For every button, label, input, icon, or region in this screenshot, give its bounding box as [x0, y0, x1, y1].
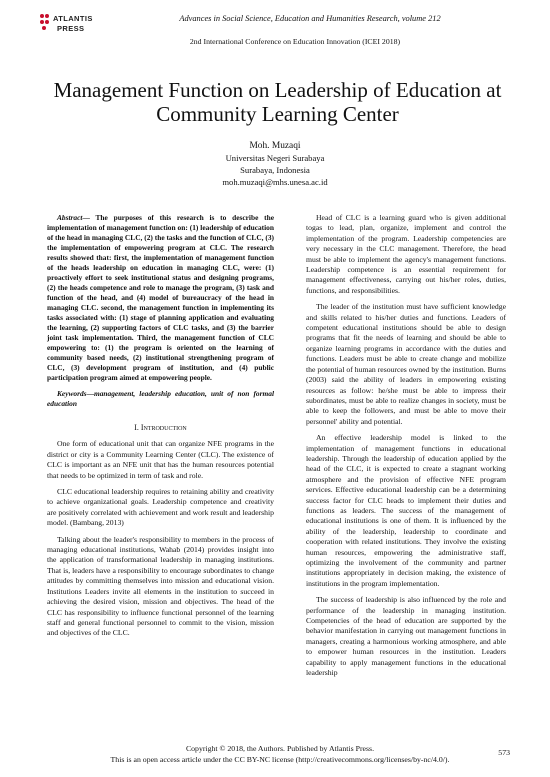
journal-title: Advances in Social Science, Education and Humanities Research, volume 212 — [179, 14, 441, 23]
body-paragraph: CLC educational leadership requires to retaining ability and creativity to achieve organizational goals. Leadership competence and creativity are positively correlated with achievement and work result and leadership model. (Bambang, 2013) — [47, 487, 274, 528]
publisher-logo — [40, 12, 93, 34]
copyright-line: Copyright © 2018, the Authors. Published by Atlantis Press. — [185, 744, 375, 753]
publisher-name-line1: ATLANTIS — [53, 14, 93, 23]
body-paragraph: Talking about the leader's responsibility to members in the process of managing educational institutions, Wahab (2014) provides insight into the application of transformational leadership in managing institutions. That is, leaders have a responsibility to encourage subordinates to change attitudes by committing themselves into mission and educational vision. Institutions Leaders invite all elements in the institution to succeed in achieving the desired vision, mission and objectives. The head of the CLC has responsibility to influence functional personnel of the learning staff and general functional personnel to commit to the vision, mission and objectives of the CLC. — [47, 534, 274, 638]
section-heading-introduction — [47, 423, 274, 433]
publisher-name-line2: PRESS — [57, 24, 85, 33]
author-city: Surabaya, Indonesia — [240, 165, 310, 175]
conference-name: 2nd International Conference on Education Innovation (ICEI 2018) — [189, 37, 401, 46]
license-line: This is an open access article under the CC BY-NC license (http://creativecommons.org/licenses/by-nc/4.0/). — [110, 755, 450, 764]
keywords — [47, 389, 274, 409]
page-footer — [60, 743, 500, 765]
page-number: 573 — [498, 748, 510, 757]
author-email: moh.muzaqi@mhs.unesa.ac.id — [222, 177, 328, 187]
left-column — [47, 213, 274, 645]
keywords-text: —management, leadership education, unit of non formal education — [47, 389, 274, 408]
abstract — [47, 213, 274, 383]
abstract-text: — The purposes of this research is to describe the implementation of management function on: (1) leadership of education of the head in managing CLC, (2) the tasks and the function of CLC, (3) the implementation of empowering program at CLC. The research results showed that: first, the implementation of management function of the heads leadership on education in managing CLC, were: (1) proactively effort to seek institutional status and designing programs, (2) the heads competence and role to manage the program, (3) task and function of the head, and (4) model of bureaucracy of the head in managing CLC. second, the management function in implementing its tasks associated with: (1) stage of planning application and evaluating the learning, (2) supporting factors of CLC tasks, and (3) the barrier joint task implementation. Third, the management function of CLC empowering to: (1) the program is oriented on the learning of community based needs, (2) institutional strengthening program of CLC, (3) development program of institution, and (4) public participation program aimed at empowering people. — [47, 213, 274, 382]
page-header — [0, 0, 550, 60]
body-paragraph: An effective leadership model is linked to the implementation of management functions in educational leadership. Through the leadership of education applied by the head of the CLC, it is expected to create a stagnant working atmosphere and the provision of effective NFE program services. Effective educational leadership can be a determining success factor for CLC heads to implement their duties and functions as leaders. The success of the management of educational institutions is one of them. It is influenced by the ability of the leadership, leadership to coordinate and cooperation with related institutions. They involve the existing human resources, empowering the administrative staff, optimizing the involvement of the community and partner institutions appropriately in decision making, the existence of institutions in the program implementation. — [306, 433, 506, 588]
logo-dots-icon — [40, 14, 50, 32]
body-paragraph: One form of educational unit that can organize NFE programs in the district or city is a Community Learning Center (CLC). The existence of CLC is important as an NFE unit that has the human resources potential that needs to be optimized in term of task and role. — [47, 439, 274, 480]
body-paragraph: The leader of the institution must have sufficient knowledge and skills related to his/her duties and functions. Leaders of competent educational institutions should be able to design programs that fit the needs of learning and should be able to organize learning programs in accordance with the duties and functions. Leaders must be able to create change and mobilize the potential of human resources owned by the institution. Burns (2003) said the ability of leaders in empowering existing resources as follow: he/she must be able to impress their subordinates, must be able to realize changes in society, must be able to keep the followers, and must be able to move their personnel' ability and potential. — [306, 302, 506, 426]
body-paragraph: The success of leadership is also influenced by the role and performance of the leadership in managing institution. Competencies of the head of education are supported by the behavior manifestation in carrying out management functions in managers, creating a harmonious working atmosphere, and able to empower human resources in the institution. Leaders capability to apply management functions in the educational leadership — [306, 595, 506, 678]
paper-title: Management Function on Leadership of Education at Community Learning Center — [53, 78, 502, 126]
abstract-label: Abstract — [57, 213, 83, 222]
body-paragraph: Head of CLC is a learning guard who is given additional togas to lead, plan, organize, implement and control the implementation of the program. Leadership competencies are very necessary in the CLC management. Therefore, the head must be able to implement the agency's management functions. Leadership competence is an essential requirement for management effectiveness, carrying out his/her roles, duties, functions, and responsibilities. — [306, 213, 506, 295]
right-column — [306, 213, 506, 684]
section-title: Introduction — [140, 423, 187, 432]
keywords-label: Keywords — [57, 389, 87, 398]
author-name: Moh. Muzaqi — [249, 141, 301, 151]
author-block — [100, 140, 450, 188]
section-number: I. — [134, 423, 139, 432]
author-affiliation: Universitas Negeri Surabaya — [225, 153, 325, 163]
